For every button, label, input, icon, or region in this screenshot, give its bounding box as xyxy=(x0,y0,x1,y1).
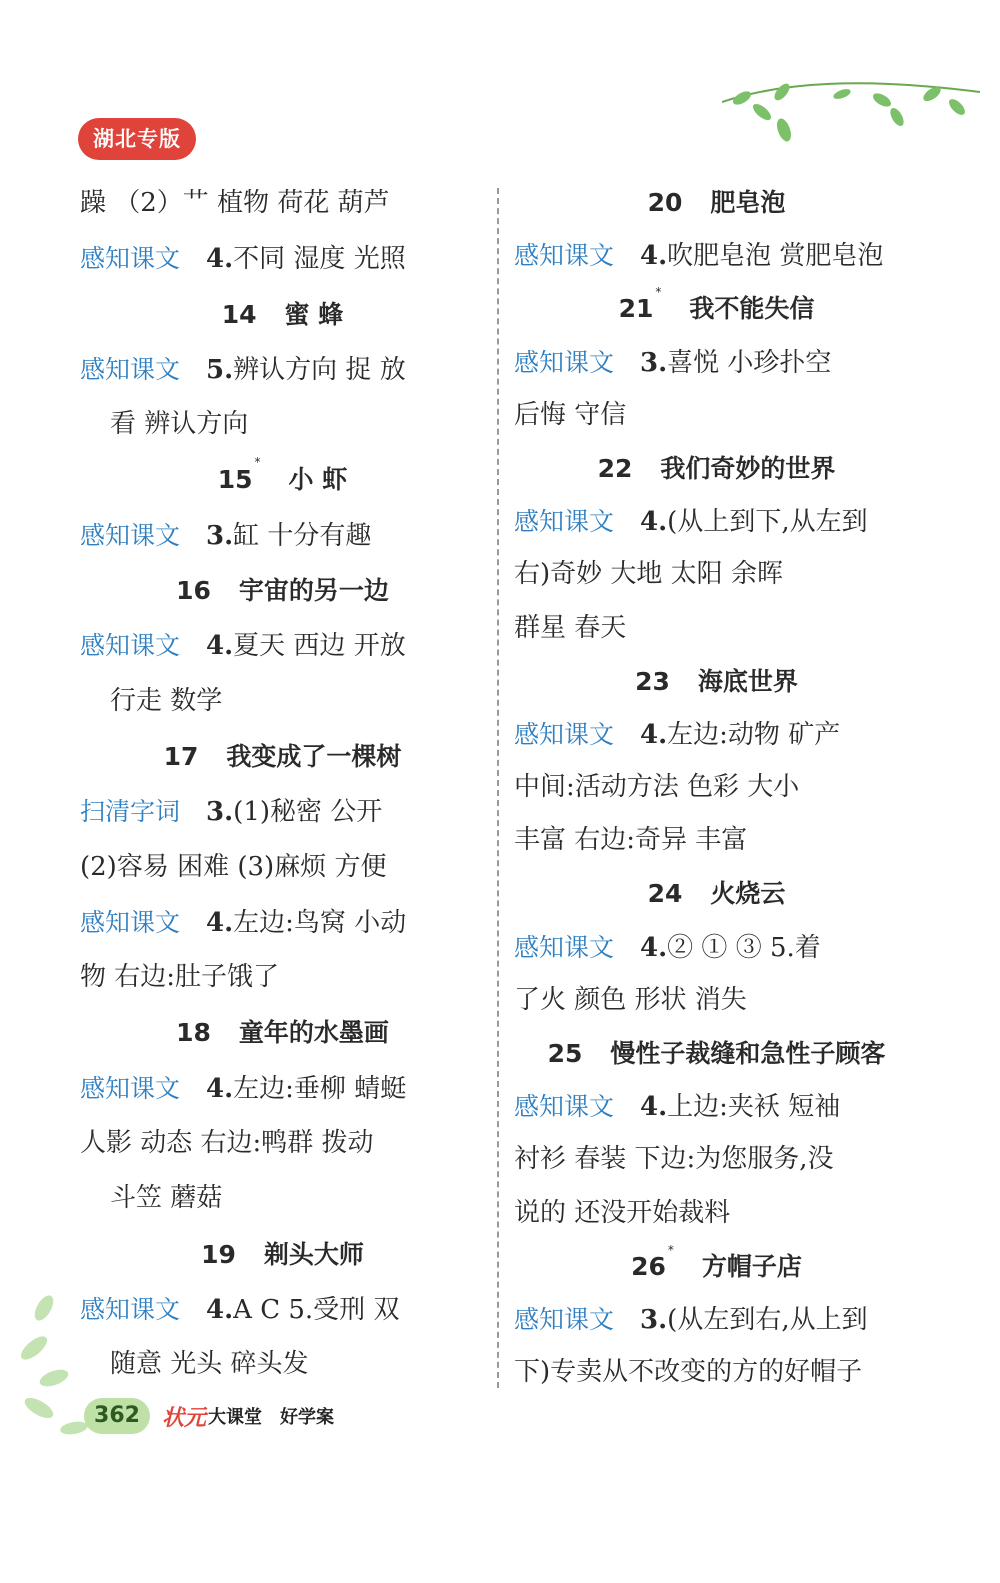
lesson-number: 23 xyxy=(635,666,670,696)
lesson-number-value: 21 xyxy=(618,294,654,324)
answer-text: 吹肥皂泡 赏肥皂泡 xyxy=(667,241,884,272)
lesson-title: 方帽子店 xyxy=(701,1251,802,1281)
section-label: 感知课文 xyxy=(514,241,615,271)
answer-line: 下)专卖从不改变的方的好帽子 xyxy=(514,1357,863,1388)
lesson-title: 我们奇妙的世界 xyxy=(660,453,836,483)
brand-logo: 状元 xyxy=(162,1404,207,1431)
answer-text: (从上到下,从左到 xyxy=(667,507,868,538)
section-label: 感知课文 xyxy=(514,347,615,377)
section-label: 感知课文 xyxy=(80,631,181,661)
question-number: 4. xyxy=(640,1092,668,1123)
page-number: 362 xyxy=(84,1398,150,1434)
lesson-heading xyxy=(80,729,485,784)
answer-text: 喜悦 小珍扑空 xyxy=(667,347,832,378)
lesson-title: 我不能失信 xyxy=(689,294,815,324)
lesson-title: 慢性子裁缝和急性子顾客 xyxy=(610,1039,886,1068)
section-label: 感知课文 xyxy=(80,1073,181,1103)
lesson-title: 我变成了一棵树 xyxy=(226,741,402,771)
answer-line xyxy=(80,895,485,950)
answer-text: 上边:夹袄 短袖 xyxy=(667,1092,841,1123)
answer-line: 行走 数学 xyxy=(110,685,223,716)
question-number: 4. xyxy=(206,1073,234,1104)
lesson-number: 25 xyxy=(547,1039,583,1068)
section-label: 感知课文 xyxy=(514,932,615,962)
lesson-heading xyxy=(514,282,919,335)
lesson-number: 22 xyxy=(597,453,633,483)
answer-text: A C 5.受刑 双 xyxy=(233,1294,400,1325)
answer-line: 丰富 右边:奇异 丰富 xyxy=(514,825,748,856)
question-number: 4. xyxy=(206,244,234,275)
answer-line: 中间:活动方法 色彩 大小 xyxy=(514,772,800,803)
brand-name: 大课堂 xyxy=(208,1407,263,1428)
answer-line xyxy=(80,1061,485,1116)
lesson-number xyxy=(217,455,261,495)
section-label: 感知课文 xyxy=(80,244,181,274)
lesson-title: 小 虾 xyxy=(288,465,348,495)
answer-line xyxy=(80,618,485,673)
answer-line: 右)奇妙 大地 太阳 余晖 xyxy=(514,559,783,590)
question-number: 4. xyxy=(206,1294,234,1325)
answer-line: (2)容易 困难 (3)麻烦 方便 xyxy=(80,851,387,882)
answer-line: 衬衫 春装 下边:为您服务,没 xyxy=(514,1144,834,1175)
lesson-number: 19 xyxy=(201,1239,236,1269)
section-label: 感知课文 xyxy=(80,354,181,384)
section-label: 感知课文 xyxy=(514,1092,615,1122)
answer-line: 人影 动态 右边:鸭群 拨动 xyxy=(80,1128,374,1159)
left-column xyxy=(80,176,485,1393)
page-footer xyxy=(84,1396,334,1436)
column-divider xyxy=(497,188,499,1388)
lesson-number xyxy=(618,285,662,324)
lesson-number-value: 26 xyxy=(631,1251,666,1281)
answer-line: 斗笠 蘑菇 xyxy=(110,1183,223,1214)
answer-text: 左边:垂柳 蜻蜓 xyxy=(233,1073,407,1104)
edition-badge: 湖北专版 xyxy=(78,118,196,160)
brand-series: 好学案 xyxy=(280,1407,335,1428)
section-label: 扫清字词 xyxy=(80,797,181,827)
section-label: 感知课文 xyxy=(514,719,615,749)
answer-line xyxy=(80,508,485,563)
lesson-title: 肥皂泡 xyxy=(710,188,786,217)
elective-star: * xyxy=(655,285,662,300)
lesson-heading xyxy=(80,452,485,507)
answer-line xyxy=(514,921,919,974)
lesson-heading xyxy=(80,1005,485,1060)
question-number: 4. xyxy=(640,241,668,272)
lesson-number: 18 xyxy=(176,1018,211,1048)
lesson-title: 剃头大师 xyxy=(263,1239,364,1269)
answer-line xyxy=(514,229,919,282)
lesson-heading xyxy=(514,442,919,495)
lesson-title: 蜜 蜂 xyxy=(284,299,344,329)
lesson-number xyxy=(631,1242,674,1281)
lesson-number-value: 15 xyxy=(217,465,253,495)
answer-line xyxy=(80,784,485,839)
section-label: 感知课文 xyxy=(80,1294,181,1324)
section-label: 感知课文 xyxy=(80,520,181,550)
lesson-heading xyxy=(514,867,919,920)
answer-line xyxy=(514,336,919,389)
answer-line: 看 辨认方向 xyxy=(110,409,249,440)
lesson-number: 17 xyxy=(163,741,199,771)
question-number: 3. xyxy=(206,797,234,828)
lesson-title: 海底世界 xyxy=(697,666,798,696)
leaf-decoration-icon xyxy=(722,72,980,162)
lesson-heading xyxy=(514,1240,919,1293)
question-number: 3. xyxy=(640,1304,668,1335)
right-column xyxy=(514,176,919,1399)
answer-line xyxy=(514,1080,919,1133)
lesson-heading xyxy=(80,563,485,618)
question-number: 4. xyxy=(206,907,234,938)
answer-line: 后悔 守信 xyxy=(514,399,627,430)
elective-star: * xyxy=(254,455,261,470)
answer-text: 缸 十分有趣 xyxy=(233,520,372,551)
lesson-title: 火烧云 xyxy=(710,879,786,909)
answer-line: 物 右边:肚子饿了 xyxy=(80,962,280,993)
lesson-number: 16 xyxy=(176,576,211,606)
question-number: 3. xyxy=(206,520,234,551)
question-number: 4. xyxy=(640,507,668,538)
answer-line: 了火 颜色 形状 消失 xyxy=(514,984,747,1015)
lesson-number: 20 xyxy=(647,188,683,217)
lesson-number: 24 xyxy=(647,879,683,909)
section-label: 感知课文 xyxy=(514,507,615,537)
answer-line xyxy=(514,708,919,761)
section-label: 感知课文 xyxy=(514,1304,615,1334)
section-label: 感知课文 xyxy=(80,907,181,937)
lesson-title: 宇宙的另一边 xyxy=(238,576,389,606)
answer-line: 群星 春天 xyxy=(514,612,627,643)
lesson-heading xyxy=(80,287,485,342)
question-number: 5. xyxy=(206,354,234,385)
question-number: 3. xyxy=(640,347,668,378)
answer-line: 躁 （2）艹 植物 荷花 葫芦 xyxy=(80,188,390,218)
answer-line: 随意 光头 碎头发 xyxy=(110,1349,309,1380)
answer-text: (从左到右,从上到 xyxy=(667,1304,868,1335)
answer-text: 辨认方向 捉 放 xyxy=(233,354,406,385)
lesson-heading xyxy=(514,655,919,708)
answer-text: 不同 湿度 光照 xyxy=(233,244,406,275)
answer-text: ② ① ③ 5.着 xyxy=(667,932,821,963)
question-number: 4. xyxy=(206,631,234,662)
answer-text: 左边:动物 矿产 xyxy=(667,719,841,750)
lesson-title: 童年的水墨画 xyxy=(238,1018,389,1048)
answer-text: 左边:鸟窝 小动 xyxy=(233,907,407,938)
answer-line xyxy=(80,231,485,286)
answer-text: 夏天 西边 开放 xyxy=(233,631,406,662)
answer-line: 说的 还没开始裁料 xyxy=(514,1197,731,1228)
lesson-heading xyxy=(80,1227,485,1282)
answer-line xyxy=(514,495,919,548)
lesson-number: 14 xyxy=(221,299,257,329)
answer-line xyxy=(514,1293,919,1346)
answer-text: (1)秘密 公开 xyxy=(233,797,383,828)
answer-line xyxy=(80,1282,485,1337)
answer-line xyxy=(80,342,485,397)
lesson-heading xyxy=(514,1027,919,1080)
question-number: 4. xyxy=(640,719,668,750)
elective-star: * xyxy=(667,1242,674,1257)
question-number: 4. xyxy=(640,932,668,963)
lesson-heading xyxy=(514,176,919,229)
